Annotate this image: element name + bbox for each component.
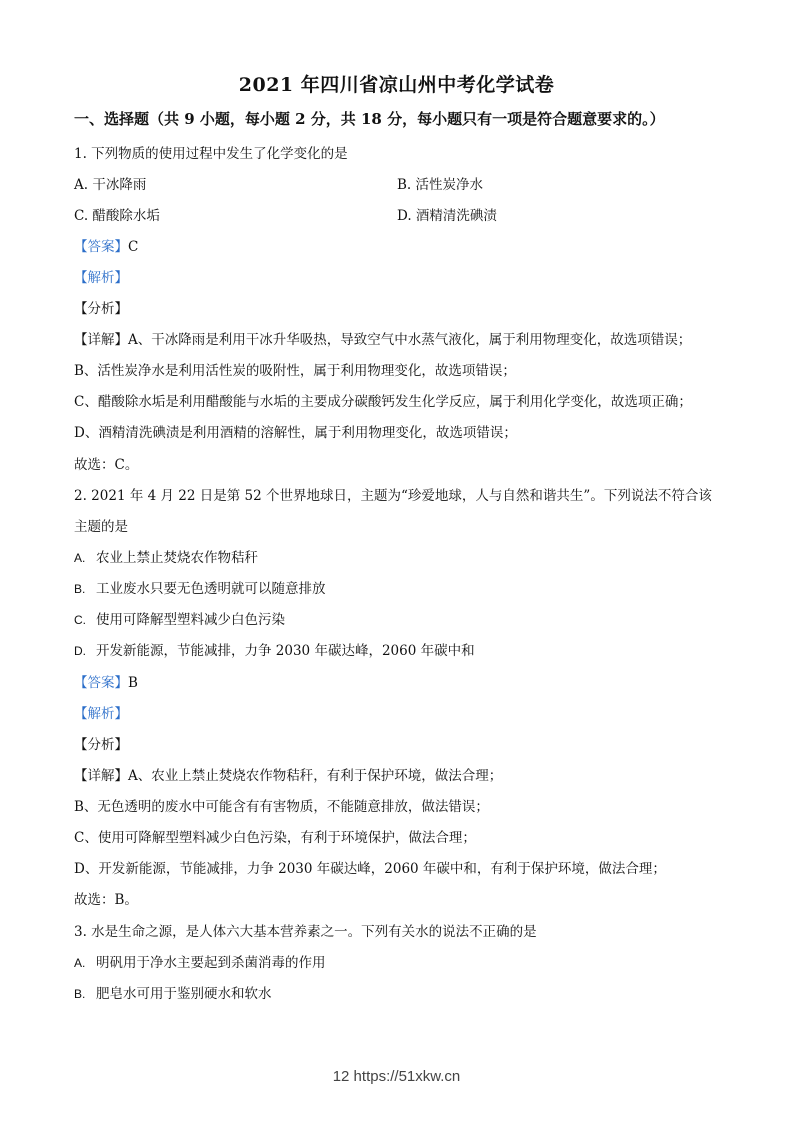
q2-analysis-label: 【解析】	[74, 706, 128, 722]
q2-stem-cont: 主题的是	[74, 519, 128, 535]
q2-select: 故选：B。	[74, 892, 138, 908]
q2-answer	[74, 671, 138, 691]
q2-detail-b: B、无色透明的废水中可能含有有害物质，不能随意排放，做法错误；	[74, 799, 489, 815]
answer-label: 【答案】	[74, 239, 128, 255]
option-text: 使用可降解型塑料减少白色污染	[96, 612, 285, 628]
q1-detail: 【详解】A、干冰降雨是利用干冰升华吸热，导致空气中水蒸气液化，属于利用物理变化，故选项错误；	[74, 332, 692, 348]
q2-option-c	[74, 608, 285, 628]
option-letter: B.	[74, 582, 86, 596]
q1-stem: 1. 下列物质的使用过程中发生了化学变化的是	[74, 146, 348, 162]
option-letter: A.	[74, 956, 86, 970]
q3-stem: 3. 水是生命之源，是人体六大基本营养素之一。下列有关水的说法不正确的是	[74, 924, 537, 940]
option-letter: D.	[74, 644, 86, 658]
option-text: 明矾用于净水主要起到杀菌消毒的作用	[96, 955, 326, 971]
option-text: 肥皂水可用于鉴别硬水和软水	[96, 986, 272, 1002]
q2-option-d	[74, 639, 475, 659]
q2-option-b	[74, 577, 326, 597]
option-letter: A.	[74, 551, 86, 565]
q1-analysis-label: 【解析】	[74, 270, 128, 286]
q1-detail-c: C、醋酸除水垢是利用醋酸能与水垢的主要成分碳酸钙发生化学反应，属于利用化学变化，故选项正确；	[74, 394, 692, 410]
q2-fenxi: 【分析】	[74, 737, 128, 753]
q1-select: 故选：C。	[74, 457, 139, 473]
section-heading: 一、选择题（共 9 小题，每小题 2 分，共 18 分，每小题只有一项是符合题意要求的。）	[74, 110, 665, 128]
answer-value: C	[128, 239, 139, 255]
answer-label: 【答案】	[74, 675, 128, 691]
page-footer: 12 https://51xkw.cn	[332, 1068, 461, 1085]
q1-option-a: A. 干冰降雨	[74, 177, 147, 193]
q3-option-b	[74, 982, 272, 1002]
q2-detail-d: D、开发新能源，节能减排，力争 2030 年碳达峰，2060 年碳中和，有利于保护环境，做法合理；	[74, 861, 666, 877]
answer-value: B	[128, 675, 138, 691]
q2-detail: 【详解】A、农业上禁止焚烧农作物秸秆，有利于保护环境，做法合理；	[74, 768, 503, 784]
option-letter: B.	[74, 987, 86, 1001]
q2-detail-c: C、使用可降解型塑料减少白色污染，有利于环境保护，做法合理；	[74, 830, 476, 846]
q3-option-a	[74, 951, 326, 971]
q1-detail-b: B、活性炭净水是利用活性炭的吸附性，属于利用物理变化，故选项错误；	[74, 363, 516, 379]
q1-fenxi: 【分析】	[74, 301, 128, 317]
option-text: 工业废水只要无色透明就可以随意排放	[96, 581, 326, 597]
option-text: 开发新能源，节能减排，力争 2030 年碳达峰，2060 年碳中和	[96, 643, 475, 659]
option-text: 农业上禁止焚烧农作物秸秆	[96, 550, 258, 566]
q2-stem: 2. 2021 年 4 月 22 日是第 52 个世界地球日，主题为“珍爱地球，人与自然和谐共生”。下列说法不符合该	[74, 488, 712, 504]
q1-answer	[74, 235, 138, 255]
q1-option-c: C. 醋酸除水垢	[74, 208, 160, 224]
q1-option-b: B. 活性炭净水	[397, 177, 484, 193]
page-title: 2021 年四川省凉山州中考化学试卷	[238, 74, 555, 96]
q2-option-a	[74, 546, 258, 566]
option-letter: C.	[74, 613, 86, 627]
q1-detail-d: D、酒精清洗碘渍是利用酒精的溶解性，属于利用物理变化，故选项错误；	[74, 425, 517, 441]
q1-option-d: D. 酒精清洗碘渍	[397, 208, 497, 224]
